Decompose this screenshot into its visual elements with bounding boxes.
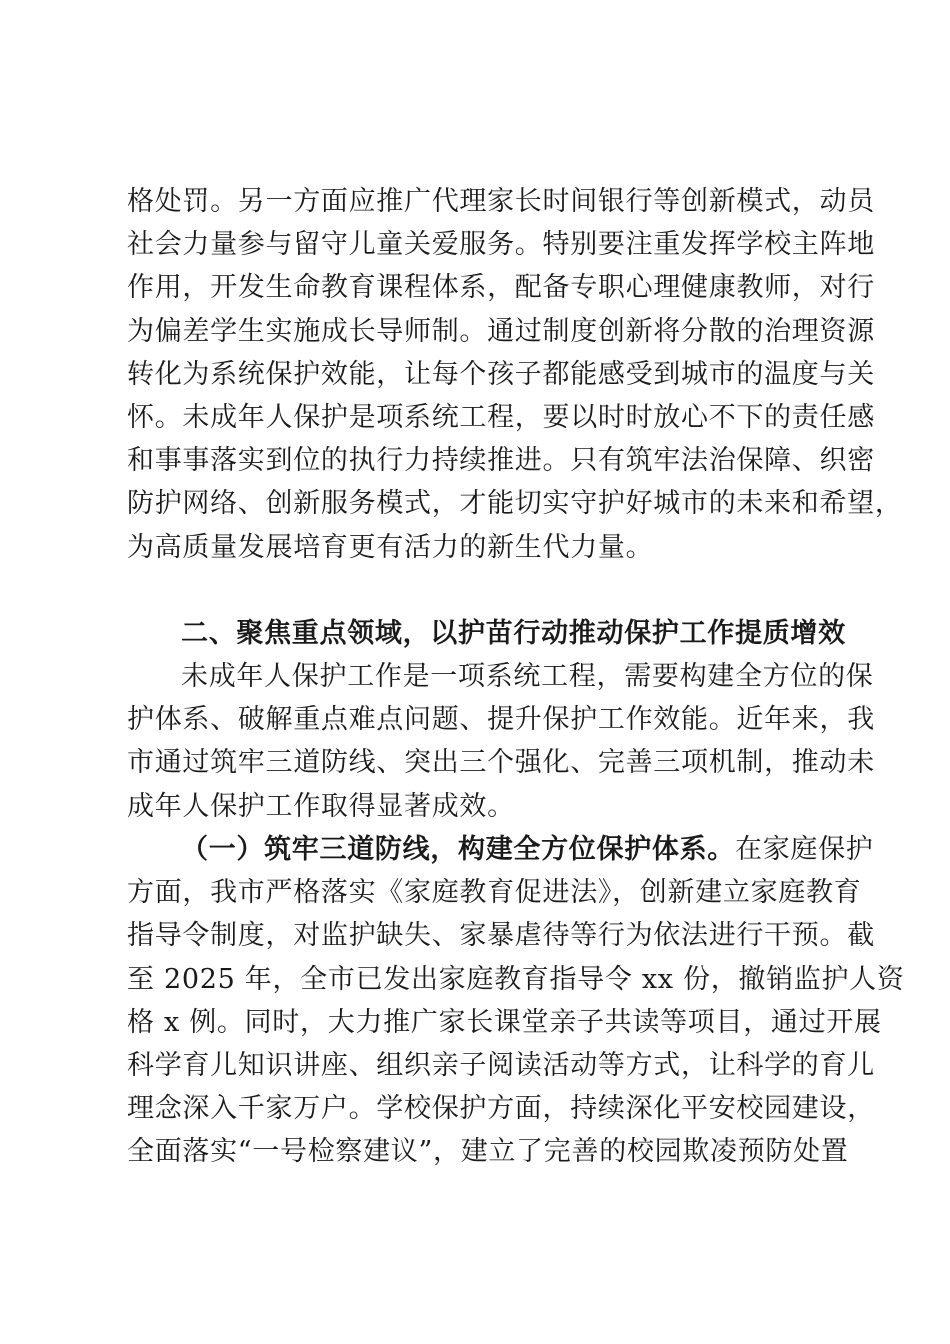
text-line: 怀。未成年人保护是项系统工程，要以时时放心不下的责任感 xyxy=(127,401,875,433)
text-line: 方面，我市严格落实《家庭教育促进法》，创新建立家庭教育 xyxy=(127,877,862,909)
text-line: 护体系、破解重点难点问题、提升保护工作效能。近年来，我 xyxy=(127,704,875,736)
text-line: 指导令制度，对监护缺失、家暴虐待等行为依法进行干预。截 xyxy=(127,920,875,952)
text-line: 作用，开发生命教育课程体系，配备专职心理健康教师，对行 xyxy=(127,272,875,304)
text-line: 科学育儿知识讲座、组织亲子阅读活动等方式，让科学的育儿 xyxy=(127,1049,875,1081)
text-line: 未成年人保护工作是一项系统工程，需要构建全方位的保 xyxy=(181,661,874,692)
text-line: 理念深入千家万户。学校保护方面，持续深化平安校园建设， xyxy=(127,1093,875,1125)
text-line: 转化为系统保护效能，让每个孩子都能感受到城市的温度与关 xyxy=(127,358,875,390)
paragraph-family-protection xyxy=(127,828,905,1174)
sub-heading: （一）筑牢三道防线，构建全方位保护体系。 xyxy=(181,834,735,865)
text-line: 成年人保护工作取得显著成效。 xyxy=(127,790,515,822)
paragraph-continuation xyxy=(127,180,903,569)
text-line: 防护网络、创新服务模式，才能切实守护好城市的未来和希望， xyxy=(127,488,903,520)
text-line: 格 x 例。同时，大力推广家长课堂亲子共读等项目，通过开展 xyxy=(127,1006,882,1038)
text-line: 为偏差学生实施成长导师制。通过制度创新将分散的治理资源 xyxy=(127,315,875,347)
text-fragment: 在家庭保护 xyxy=(735,834,874,865)
paragraph-intro xyxy=(127,655,875,828)
text-line: 为高质量发展培育更有活力的新生代力量。 xyxy=(127,531,654,563)
text-line-first xyxy=(127,828,874,871)
section-heading: 二、聚焦重点领域，以护苗行动推动保护工作提质增效 xyxy=(181,618,846,649)
text-line: 格处罚。另一方面应推广代理家长时间银行等创新模式，动员 xyxy=(127,186,875,217)
text-line: 全面落实“一号检察建议”，建立了完善的校园欺凌预防处置 xyxy=(127,1136,849,1168)
text-line: 和事事落实到位的执行力持续推进。只有筑牢法治保障、织密 xyxy=(127,445,875,477)
text-line: 市通过筑牢三道防线、突出三个强化、完善三项机制，推动未 xyxy=(127,747,875,779)
text-line: 社会力量参与留守儿童关爱服务。特别要注重发挥学校主阵地 xyxy=(127,229,875,261)
text-line: 至 2025 年，全市已发出家庭教育指导令 xx 份，撤销监护人资 xyxy=(127,963,905,995)
